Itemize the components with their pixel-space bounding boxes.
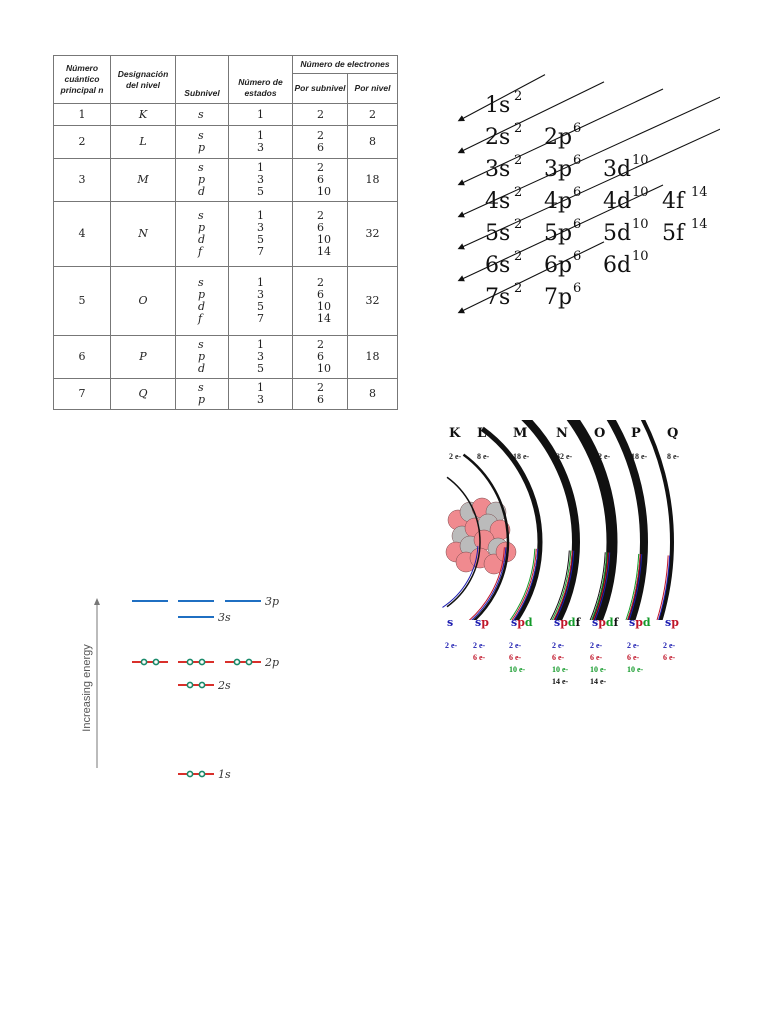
orbital-exponent: 2 <box>514 217 523 232</box>
cell-per-sub-value: 6 <box>317 350 324 364</box>
diagonal-arrow <box>460 82 604 152</box>
header-subnivel: Subnivel <box>176 56 229 104</box>
cell-per-level: 32 <box>348 266 398 335</box>
shell-electron-count: 6 e- <box>473 653 486 662</box>
shell-letter: K <box>449 426 461 441</box>
orbital-term: 5s <box>485 221 511 246</box>
header-designation: Designación del nivel <box>111 56 176 104</box>
cell-level: N <box>111 201 176 266</box>
cell-per-sub-value: 6 <box>317 172 324 186</box>
shell-electron-count: 2 e- <box>590 641 603 650</box>
shell-subshell-label: spd <box>629 616 651 629</box>
orbital-exponent: 10 <box>632 217 649 232</box>
cell-subnivel-value: d <box>198 184 206 198</box>
level-1s-label: 1s <box>218 768 231 781</box>
cell-states <box>229 379 293 410</box>
orbital-term: 2p <box>544 125 573 150</box>
cell-states <box>229 104 293 126</box>
shell-electron-column <box>445 640 457 652</box>
cell-per-sub <box>293 266 348 335</box>
diagonal-terms <box>485 89 708 310</box>
quantum-numbers-table <box>53 55 398 410</box>
subshell-arc <box>531 554 640 620</box>
cell-level: M <box>111 158 176 201</box>
shell-subshell-label: s <box>447 616 454 629</box>
orbital-exponent: 6 <box>573 217 582 232</box>
orbital-term: 3s <box>485 157 511 182</box>
cell-subnivel-value: s <box>198 275 204 289</box>
header-por-subnivel: Por subnivel <box>293 74 348 104</box>
cell-states-value: 1 <box>257 160 264 174</box>
cell-per-sub-value: 2 <box>317 275 324 289</box>
electron <box>141 659 146 664</box>
shell-electron-count: 10 e- <box>590 665 607 674</box>
cell-subnivel <box>176 335 229 379</box>
orbital-exponent: 10 <box>632 185 649 200</box>
orbital-exponent: 6 <box>573 249 582 264</box>
cell-states-value: 5 <box>257 299 264 313</box>
orbital-term: 7p <box>544 285 573 310</box>
cell-per-sub-value: 6 <box>317 220 324 234</box>
shell-electron-count: 10 e- <box>509 665 526 674</box>
orbital-term: 3d <box>603 157 632 182</box>
orbital-exponent: 2 <box>514 121 523 136</box>
cell-per-sub <box>293 379 348 410</box>
cell-subnivel <box>176 266 229 335</box>
shell-capacity: 8 e- <box>667 452 680 461</box>
cell-level: O <box>111 266 176 335</box>
cell-states-value: 5 <box>257 232 264 246</box>
shell-electron-column <box>552 640 568 688</box>
cell-per-level: 32 <box>348 201 398 266</box>
orbital-exponent: 2 <box>514 249 523 264</box>
orbital-term: 6p <box>544 253 573 278</box>
cell-states-value: 3 <box>257 287 264 301</box>
cell-per-sub-value: 10 <box>317 299 331 313</box>
shell-letter: Q <box>667 426 679 441</box>
cell-level: L <box>111 126 176 159</box>
shell-capacity: 32 e- <box>594 452 611 461</box>
cell-states-value: 1 <box>257 338 264 352</box>
cell-states-value: 3 <box>257 141 264 155</box>
cell-per-level: 18 <box>348 158 398 201</box>
cell-per-sub-value: 2 <box>317 160 324 174</box>
cell-subnivel-value: p <box>198 172 206 186</box>
cell-states-value: 1 <box>257 129 264 143</box>
table-row <box>54 104 398 126</box>
cell-per-sub-value: 6 <box>317 141 324 155</box>
cell-states <box>229 201 293 266</box>
cell-per-sub <box>293 158 348 201</box>
electron <box>199 682 204 687</box>
cell-subnivel-value: s <box>198 338 204 352</box>
cell-states-value: 1 <box>257 107 264 121</box>
cell-subnivel-value: p <box>198 220 206 234</box>
cell-n: 3 <box>54 158 111 201</box>
shell-electron-count: 2 e- <box>473 641 486 650</box>
cell-per-sub-value: 6 <box>317 287 324 301</box>
cell-level: P <box>111 335 176 379</box>
cell-n: 7 <box>54 379 111 410</box>
cell-states-value: 1 <box>257 208 264 222</box>
cell-subnivel-value: d <box>198 362 206 376</box>
orbital-term: 4s <box>485 189 511 214</box>
shell-electron-count: 2 e- <box>663 641 676 650</box>
shell-capacity: 18 e- <box>513 452 530 461</box>
table-row <box>54 126 398 159</box>
orbital-term: 1s <box>485 93 511 118</box>
cell-level: Q <box>111 379 176 410</box>
shell-electron-count: 6 e- <box>552 653 565 662</box>
cell-n: 4 <box>54 201 111 266</box>
shell-electron-count: 6 e- <box>590 653 603 662</box>
shell-electron-count: 10 e- <box>552 665 569 674</box>
table-row <box>54 201 398 266</box>
electron-shell-diagram <box>440 420 710 700</box>
orbital-exponent: 10 <box>632 153 649 168</box>
cell-subnivel-value: f <box>198 244 203 258</box>
orbital-term: 6d <box>603 253 632 278</box>
orbital-exponent: 2 <box>514 153 523 168</box>
orbital-term: 4p <box>544 189 573 214</box>
shell-electron-column <box>663 640 675 664</box>
table-row <box>54 158 398 201</box>
shell-electron-column <box>473 640 485 664</box>
diagonal-arrow <box>460 242 604 312</box>
shell-subshell-label: sp <box>475 616 489 629</box>
cell-per-sub-value: 14 <box>317 311 331 325</box>
orbital-term: 4d <box>603 189 632 214</box>
cell-subnivel-value: s <box>198 129 204 143</box>
cell-per-sub-value: 14 <box>317 244 331 258</box>
level-2s-label: 2s <box>218 679 231 692</box>
shell-capacity: 2 e- <box>449 452 462 461</box>
shell-letter: M <box>513 426 528 441</box>
electron <box>234 659 239 664</box>
shell-letter: P <box>631 426 641 441</box>
cell-per-level: 8 <box>348 126 398 159</box>
cell-states <box>229 126 293 159</box>
cell-subnivel-value: s <box>198 160 204 174</box>
cell-states-value: 5 <box>257 184 264 198</box>
orbital-exponent: 14 <box>691 217 708 232</box>
orbital-exponent: 6 <box>573 281 582 296</box>
level-2p <box>132 656 279 669</box>
cell-per-sub <box>293 104 348 126</box>
diagonal-rule-diagram <box>450 70 720 330</box>
cell-states-value: 3 <box>257 172 264 186</box>
cell-n: 6 <box>54 335 111 379</box>
orbital-exponent: 2 <box>514 89 523 104</box>
orbital-exponent: 6 <box>573 121 582 136</box>
subshell-arc <box>532 554 642 620</box>
shell-arcs <box>440 420 710 620</box>
cell-subnivel-value: p <box>198 287 206 301</box>
shell-capacity: 32 e- <box>556 452 573 461</box>
orbital-term: 5d <box>603 221 632 246</box>
shell-capacity: 18 e- <box>631 452 648 461</box>
cell-level: K <box>111 104 176 126</box>
shell-electron-count: 14 e- <box>590 677 607 686</box>
cell-subnivel-value: s <box>198 208 204 222</box>
shell-subshell-label: spd <box>511 616 533 629</box>
cell-states-value: 1 <box>257 381 264 395</box>
cell-subnivel <box>176 158 229 201</box>
shell-letter: L <box>477 426 487 441</box>
shell-electron-count: 10 e- <box>627 665 644 674</box>
shell-electron-count: 2 e- <box>509 641 522 650</box>
orbital-exponent: 10 <box>632 249 649 264</box>
cell-per-sub-value: 6 <box>317 393 324 407</box>
cell-per-sub-value: 2 <box>317 129 324 143</box>
shell-capacity: 8 e- <box>477 452 490 461</box>
orbital-exponent: 14 <box>691 185 708 200</box>
orbital-term: 5p <box>544 221 573 246</box>
shell-electron-count: 6 e- <box>663 653 676 662</box>
cell-states-value: 7 <box>257 244 264 258</box>
cell-states-value: 3 <box>257 393 264 407</box>
header-por-nivel: Por nivel <box>348 74 398 104</box>
shell-subshell-label: spdf <box>592 616 619 629</box>
cell-per-sub-value: 10 <box>317 362 331 376</box>
cell-states-value: 3 <box>257 350 264 364</box>
orbital-term: 7s <box>485 285 511 310</box>
cell-subnivel <box>176 379 229 410</box>
cell-subnivel <box>176 126 229 159</box>
shell-electron-count: 6 e- <box>627 653 640 662</box>
cell-per-sub-value: 10 <box>317 184 331 198</box>
shell-electron-column <box>590 640 606 688</box>
cell-per-sub-value: 2 <box>317 381 324 395</box>
table-row <box>54 335 398 379</box>
header-electrones: Número de electrones <box>293 56 398 74</box>
orbital-term: 6s <box>485 253 511 278</box>
cell-per-sub-value: 2 <box>317 107 324 121</box>
cell-subnivel-value: d <box>198 232 206 246</box>
cell-states-value: 5 <box>257 362 264 376</box>
cell-per-sub <box>293 335 348 379</box>
cell-states-value: 7 <box>257 311 264 325</box>
cell-n: 5 <box>54 266 111 335</box>
cell-subnivel-value: s <box>198 381 204 395</box>
cell-states-value: 1 <box>257 275 264 289</box>
shell-electron-column <box>627 640 643 676</box>
energy-axis-arrowhead <box>94 598 100 605</box>
shell-electron-column <box>509 640 525 676</box>
cell-subnivel-value: p <box>198 350 206 364</box>
level-3s <box>178 611 231 624</box>
shell-letter: O <box>594 426 606 441</box>
table-body <box>54 104 398 410</box>
cell-n: 1 <box>54 104 111 126</box>
electron <box>187 659 192 664</box>
orbital-exponent: 6 <box>573 185 582 200</box>
orbital-term: 3p <box>544 157 573 182</box>
cell-per-sub-value: 10 <box>317 232 331 246</box>
shell-subshell-label: sp <box>665 616 679 629</box>
orbital-term: 5f <box>662 221 685 246</box>
energy-axis-label: Increasing energy <box>81 644 93 732</box>
shell-electron-count: 2 e- <box>552 641 565 650</box>
electron <box>199 659 204 664</box>
orbital-exponent: 2 <box>514 185 523 200</box>
electron <box>187 771 192 776</box>
shell-arc-group <box>442 420 672 620</box>
table-row <box>54 266 398 335</box>
cell-n: 2 <box>54 126 111 159</box>
orbital-term: 2s <box>485 125 511 150</box>
cell-per-level: 8 <box>348 379 398 410</box>
level-2p-label: 2p <box>265 656 280 669</box>
table-row <box>54 379 398 410</box>
electron <box>187 682 192 687</box>
cell-per-sub <box>293 201 348 266</box>
electron <box>199 771 204 776</box>
shell-letter: N <box>556 426 568 441</box>
cell-subnivel-value: p <box>198 393 206 407</box>
subshell-arc <box>530 554 639 620</box>
shell-electron-count: 6 e- <box>509 653 522 662</box>
orbital-term: 4f <box>662 189 685 214</box>
orbital-exponent: 2 <box>514 281 523 296</box>
electron <box>153 659 158 664</box>
cell-subnivel-value: p <box>198 141 206 155</box>
level-3p <box>132 595 279 608</box>
electron <box>246 659 251 664</box>
cell-per-sub <box>293 126 348 159</box>
cell-states <box>229 335 293 379</box>
energy-level-diagram <box>75 590 295 785</box>
cell-subnivel-value: d <box>198 299 206 313</box>
level-2s <box>178 679 231 692</box>
cell-states <box>229 158 293 201</box>
orbital-exponent: 6 <box>573 153 582 168</box>
cell-subnivel <box>176 201 229 266</box>
cell-subnivel <box>176 104 229 126</box>
level-1s <box>178 768 231 781</box>
shell-electron-count: 2 e- <box>627 641 640 650</box>
header-estados: Número de estados <box>229 56 293 104</box>
cell-per-sub-value: 2 <box>317 338 324 352</box>
cell-subnivel-value: f <box>198 311 203 325</box>
header-n: Número cuántico principal n <box>54 56 111 104</box>
level-3p-label: 3p <box>265 595 280 608</box>
cell-states <box>229 266 293 335</box>
shell-subshell-label: spdf <box>554 616 581 629</box>
cell-states-value: 3 <box>257 220 264 234</box>
cell-per-level: 18 <box>348 335 398 379</box>
cell-subnivel-value: s <box>198 107 204 121</box>
cell-per-sub-value: 2 <box>317 208 324 222</box>
shell-electron-count: 14 e- <box>552 677 569 686</box>
shell-electron-count: 2 e- <box>445 641 458 650</box>
cell-per-level: 2 <box>348 104 398 126</box>
level-3s-label: 3s <box>218 611 231 624</box>
